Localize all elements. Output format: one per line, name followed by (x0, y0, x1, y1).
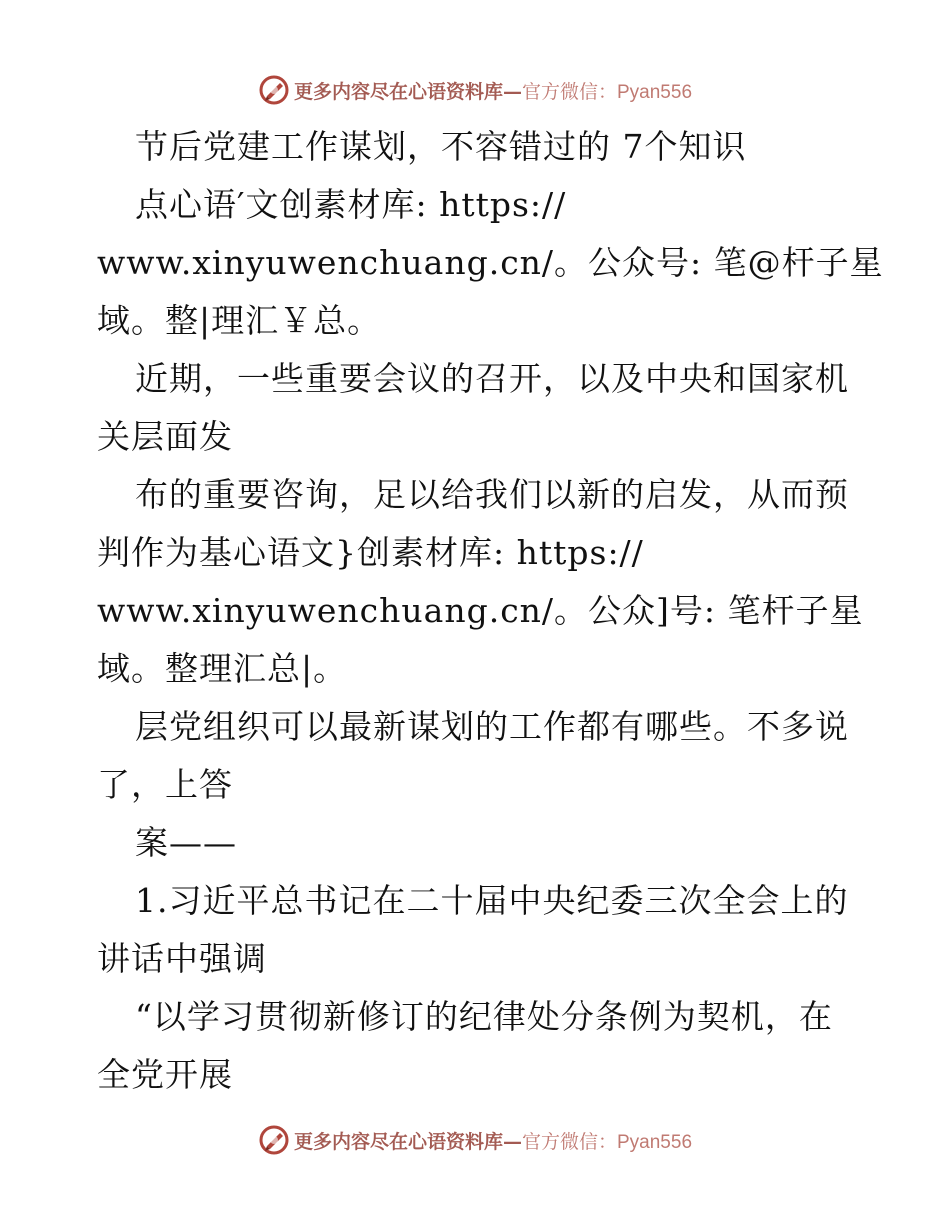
footer-watermark-text (294, 1127, 692, 1154)
footer-watermark-source: 更多内容尽在心语资料库— (293, 1130, 522, 1153)
text-line: 全党开展 (97, 1055, 233, 1094)
text-line: 了，上答 (97, 765, 233, 804)
header-watermark-wechat: 官方微信：Pyan556 (522, 81, 693, 103)
text-line: 域。整|理汇￥总。 (97, 301, 382, 340)
text-line: “以学习贯彻新修订的纪律处分条例为契机，在 (135, 997, 833, 1036)
text-line: 域。整理汇总|。 (97, 649, 348, 688)
text-line: 1.习近平总书记在二十届中央纪委三次全会上的 (135, 881, 849, 920)
footer-watermark-wechat: 官方微信：Pyan556 (522, 1131, 693, 1153)
text-line: 案—— (135, 823, 237, 862)
header-watermark-banner (0, 70, 950, 110)
text-line: 近期，一些重要会议的召开，以及中央和国家机 (135, 359, 849, 398)
text-line: 判作为基心语文}创素材库: https:// (97, 533, 644, 572)
text-line: 布的重要咨询，足以给我们以新的启发，从而预 (135, 475, 849, 514)
text-line: 点心语′文创素材库: https:// (135, 185, 567, 224)
footer-watermark-banner (0, 1120, 950, 1160)
header-watermark-source: 更多内容尽在心语资料库— (293, 80, 522, 103)
text-line: 节后党建工作谋划，不容错过的 7个知识 (135, 127, 747, 166)
document-body (97, 118, 884, 1104)
text-line: 层党组织可以最新谋划的工作都有哪些。不多说 (135, 707, 849, 746)
red-pen-seal-icon (258, 1124, 290, 1156)
text-line: www.xinyuwenchuang.cn/。公众号: 笔@杆子星 (97, 243, 884, 282)
text-line: 讲话中强调 (97, 939, 267, 978)
red-pen-seal-icon (258, 74, 290, 106)
text-line: 关层面发 (97, 417, 233, 456)
text-line: www.xinyuwenchuang.cn/。公众]号: 笔杆子星 (97, 591, 864, 630)
header-watermark-text (294, 77, 692, 104)
